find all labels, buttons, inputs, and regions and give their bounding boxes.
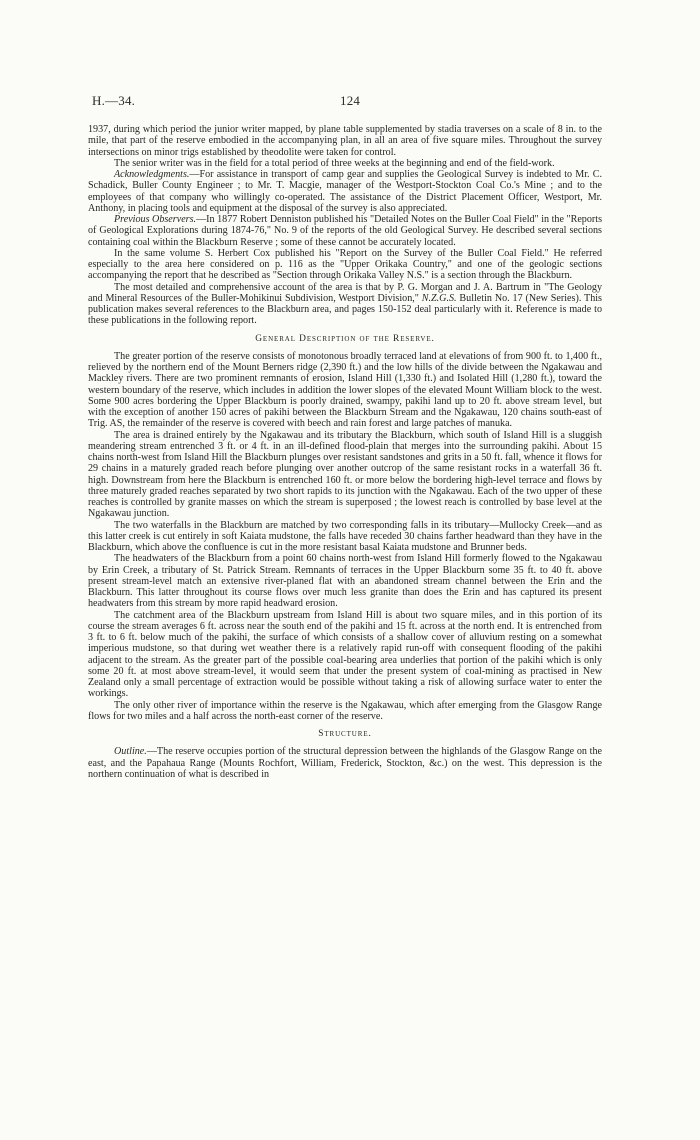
paragraph-ngakawau: The only other river of importance within the reserve is the Ngakawau, which after emerging from the Glasgow Range flows for two miles and a half across the north-east corner of the reserve. <box>88 699 602 722</box>
paragraph-survey-method: 1937, during which period the junior writer mapped, by plane table supplemented by stadia traverses on a scale of 8 in. to the mile, that part of the reserve embodied in the accompanying plan, in all an area of five square miles. Throughout the survey intersections on minor trigs established by theodolite were taken for control. <box>88 124 602 158</box>
previous-observers-text: —In 1877 Robert Denniston published his "Detailed Notes on the Buller Coal Field" in the "Reports of Geological Explorations during 1874-76," No. 9 of the reports of the old Geological Survey. He described several sections containing coal within the Blackburn Reserve ; some of these cannot be accurately located. <box>88 214 602 248</box>
morgan-text-a: The most detailed and comprehensive account of the area is that by P. G. Morgan and J. A. Bartrum in "The Geology and Mineral Resources of the Buller-Mohikinui Subdivision, Westport Division," <box>88 281 602 304</box>
section-heading-general-description: General Description of the Reserve. <box>255 333 435 344</box>
previous-observers-lead: Previous Observers. <box>114 214 197 225</box>
page-number: 124 <box>340 93 361 108</box>
outline-text: —The reserve occupies portion of the structural depression between the highlands of the Glasgow Range on the east, and the Papahaua Range (Mounts Rochfort, William, Frederick, Stockton, &c.) on the west. This depression is the northern continuation of what is described in <box>88 746 602 780</box>
outline-lead: Outline. <box>114 746 147 758</box>
acknowledgments-text: —For assistance in transport of camp gear and supplies the Geological Survey is indebted to Mr. C. Schadick, Buller County Engineer ; to Mr. T. Macgie, manager of the Westport-Stockton Coal Co.'s Mine ; and to the employees of that company who willingly co-operated. The assistance of the District Placement Officer, Westport, Mr. Anthony, in placing tools and equipment at the disposal of the survey is also appreciated. <box>88 169 602 214</box>
paragraph-acknowledgments <box>88 169 602 214</box>
morgan-text-italic: N.Z.G.S. <box>421 292 457 304</box>
morgan-text-b: Bulletin No. 17 (New Series). This publication makes several references to the Blackburn area, and pages 150-152 deal particularly with it. Reference is made to these publications in the following report. <box>88 292 602 327</box>
paragraph-terrain: The greater portion of the reserve consists of monotonous broadly terraced land at elevations of from 900 ft. to 1,400 ft., relieved by the northern end of the Mount Berners ridge (2,390 ft.) and the low hills of the divide between the Ngakawau and Mackley rivers. There are two prominent remnants of erosion, Island Hill (1,330 ft.) and Isolated Hill (1,280 ft.), toward the western boundary of the reserve, which includes in addition the lower slopes of the elevated Mount William block to the west. Some 900 acres bordering the Upper Blackburn is poorly drained, swampy, pakihi land up to 20 ft. above stream level, but with the exception of another 150 acres of pakihi between the Blackburn Stream and the Ngakawau, 120 chains south-east of Trig. AS, the remainder of the reserve is covered with beech and rain forest and large patches of manuka. <box>88 350 602 430</box>
paragraph-drainage: The area is drained entirely by the Ngakawau and its tributary the Blackburn, which south of Island Hill is a sluggish meandering stream entrenched 3 ft. or 4 ft. in an ill-defined flood-plain that merges into the surrounding pakihi. About 15 chains north-west from Island Hill the Blackburn plunges over resistant sandstones and grits in a 50 ft. fall, whence it flows for 29 chains in a maturely graded reach before plunging over another outcrop of the same resistant rocks in a waterfall 36 ft. high. Downstream from here the Blackburn is entrenched 160 ft. or more below the bordering high-level terrace and flows by three maturely graded reaches separated by two short rapids to its junction with the Ngakawau. Each of the two upper of these reaches is controlled by granite masses on which the stream is superposed ; the lowest reach is controlled by base level at the Ngakawau junction. <box>88 429 602 520</box>
paragraph-previous-observers <box>88 214 602 248</box>
paragraph-headwaters: The headwaters of the Blackburn from a point 60 chains north-west from Island Hill formerly flowed to the Ngakawau by Erin Creek, a tributary of St. Patrick Stream. Remnants of terraces in the Upper Blackburn some 35 ft. to 40 ft. above present stream-level match an extensive river-planed flat with an abandoned stream channel between the Erin and the Blackburn. This latter throughout its course flows over much less granite than does the Erin and has captured its present headwaters from this stream by more rapid headward erosion. <box>88 553 602 610</box>
paragraph-cox-report: In the same volume S. Herbert Cox published his "Report on the Survey of the Buller Coal Field." He referred especially to the area here considered on p. 116 as the "Upper Orikaka Country," and one of the geologic sections accompanying the report that he described as "Section through Orikaka Valley N.S." is a section through the Blackburn. <box>88 247 602 282</box>
paragraph-morgan-bartrum <box>88 282 602 327</box>
acknowledgments-lead: Acknowledgments. <box>114 169 190 180</box>
paragraph-outline <box>88 746 602 780</box>
section-heading-structure: Structure. <box>318 729 372 739</box>
paragraph-catchment: The catchment area of the Blackburn upstream from Island Hill is about two square miles, and in this portion of its course the stream averages 6 ft. across near the south end of the pakihi and 15 ft. across at the north end. It is entrenched from 3 ft. to 6 ft. below much of the pakihi, the surface of which consists of a shallow cover of alluvium resting on a somewhat imperious mudstone, so that during wet weather there is a relatively rapid run-off with consequent flooding of the pakihi adjacent to the stream. As the greater part of the possible coal-bearing area underlies that portion of the pakihi which is only some 20 ft. at most above stream-level, it would seem that under the present system of coal-mining as practised in New Zealand only a small percentage of extraction would be possible without taking a risk of allowing surface water to enter the workings. <box>88 609 602 700</box>
paragraph-waterfalls: The two waterfalls in the Blackburn are matched by two corresponding falls in its tributary—Mullocky Creek—and as this latter creek is cut entirely in soft Kaiata mudstone, the falls have receded 30 chains farther headward than they have in the Blackburn, which above the confluence is cut in the more resistant basal Kaiata mudstone and Brunner beds. <box>88 519 602 553</box>
report-number: H.—34. <box>92 93 136 108</box>
paragraph-field-period: The senior writer was in the field for a total period of three weeks at the beginning and end of the field-work. <box>114 157 555 169</box>
body-text <box>88 124 602 780</box>
